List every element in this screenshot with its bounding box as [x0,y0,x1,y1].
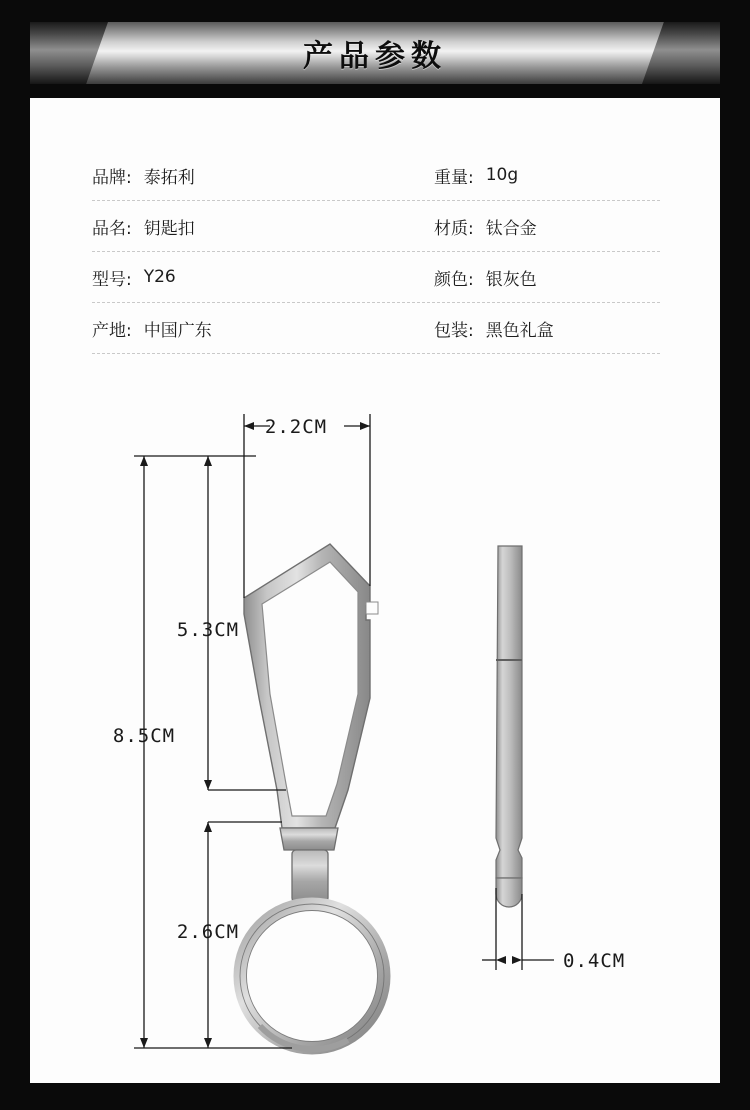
spec-cell-right [376,316,660,341]
spec-cell-left [92,316,376,341]
spec-label: 重量: [434,167,474,188]
spec-label: 型号: [92,269,132,290]
keychain-clip-illustration [240,544,384,1049]
spec-table [92,150,660,354]
spec-value: 10g [485,165,519,185]
key-ring-inner-edge [247,911,378,1042]
clip-collar [280,828,338,850]
spec-cell-left [92,163,376,188]
side-view-ring-edge [496,878,522,907]
spec-cell-right [376,265,660,290]
table-row [92,150,660,201]
page-banner [30,22,720,84]
spec-value: 钥匙扣 [143,218,195,239]
spec-label: 颜色: [434,269,474,290]
spec-cell-left [92,214,376,239]
spec-value: Y26 [143,267,176,287]
dimension-label-total-height: 8.5CM [112,725,176,747]
spec-value: 中国广东 [143,320,212,341]
spec-cell-right [376,163,660,188]
table-row [92,303,660,354]
table-row [92,252,660,303]
clip-notch [366,602,378,614]
spec-cell-right [376,214,660,239]
side-view-illustration [496,546,522,907]
spec-label: 产地: [92,320,132,341]
spec-label: 材质: [434,218,474,239]
spec-cell-left [92,265,376,290]
spec-label: 品牌: [92,167,132,188]
spec-value: 钛合金 [485,218,537,239]
table-row [92,201,660,252]
dimension-label-thickness: 0.4CM [563,950,626,972]
content-card [30,98,720,1083]
dimension-label-width-top: 2.2CM [264,416,328,438]
dimension-label-clip-height: 5.3CM [176,619,240,641]
spec-value: 黑色礼盒 [485,320,554,341]
spec-value: 银灰色 [485,269,537,290]
spec-label: 包装: [434,320,474,341]
clip-loop-band [292,850,328,902]
page-title: 产品参数 [303,39,447,74]
side-view-body [496,546,522,878]
dimension-label-ring-height: 2.6CM [176,921,240,943]
product-diagram [30,398,720,1083]
spec-value: 泰拓利 [143,167,195,188]
spec-label: 品名: [92,218,132,239]
